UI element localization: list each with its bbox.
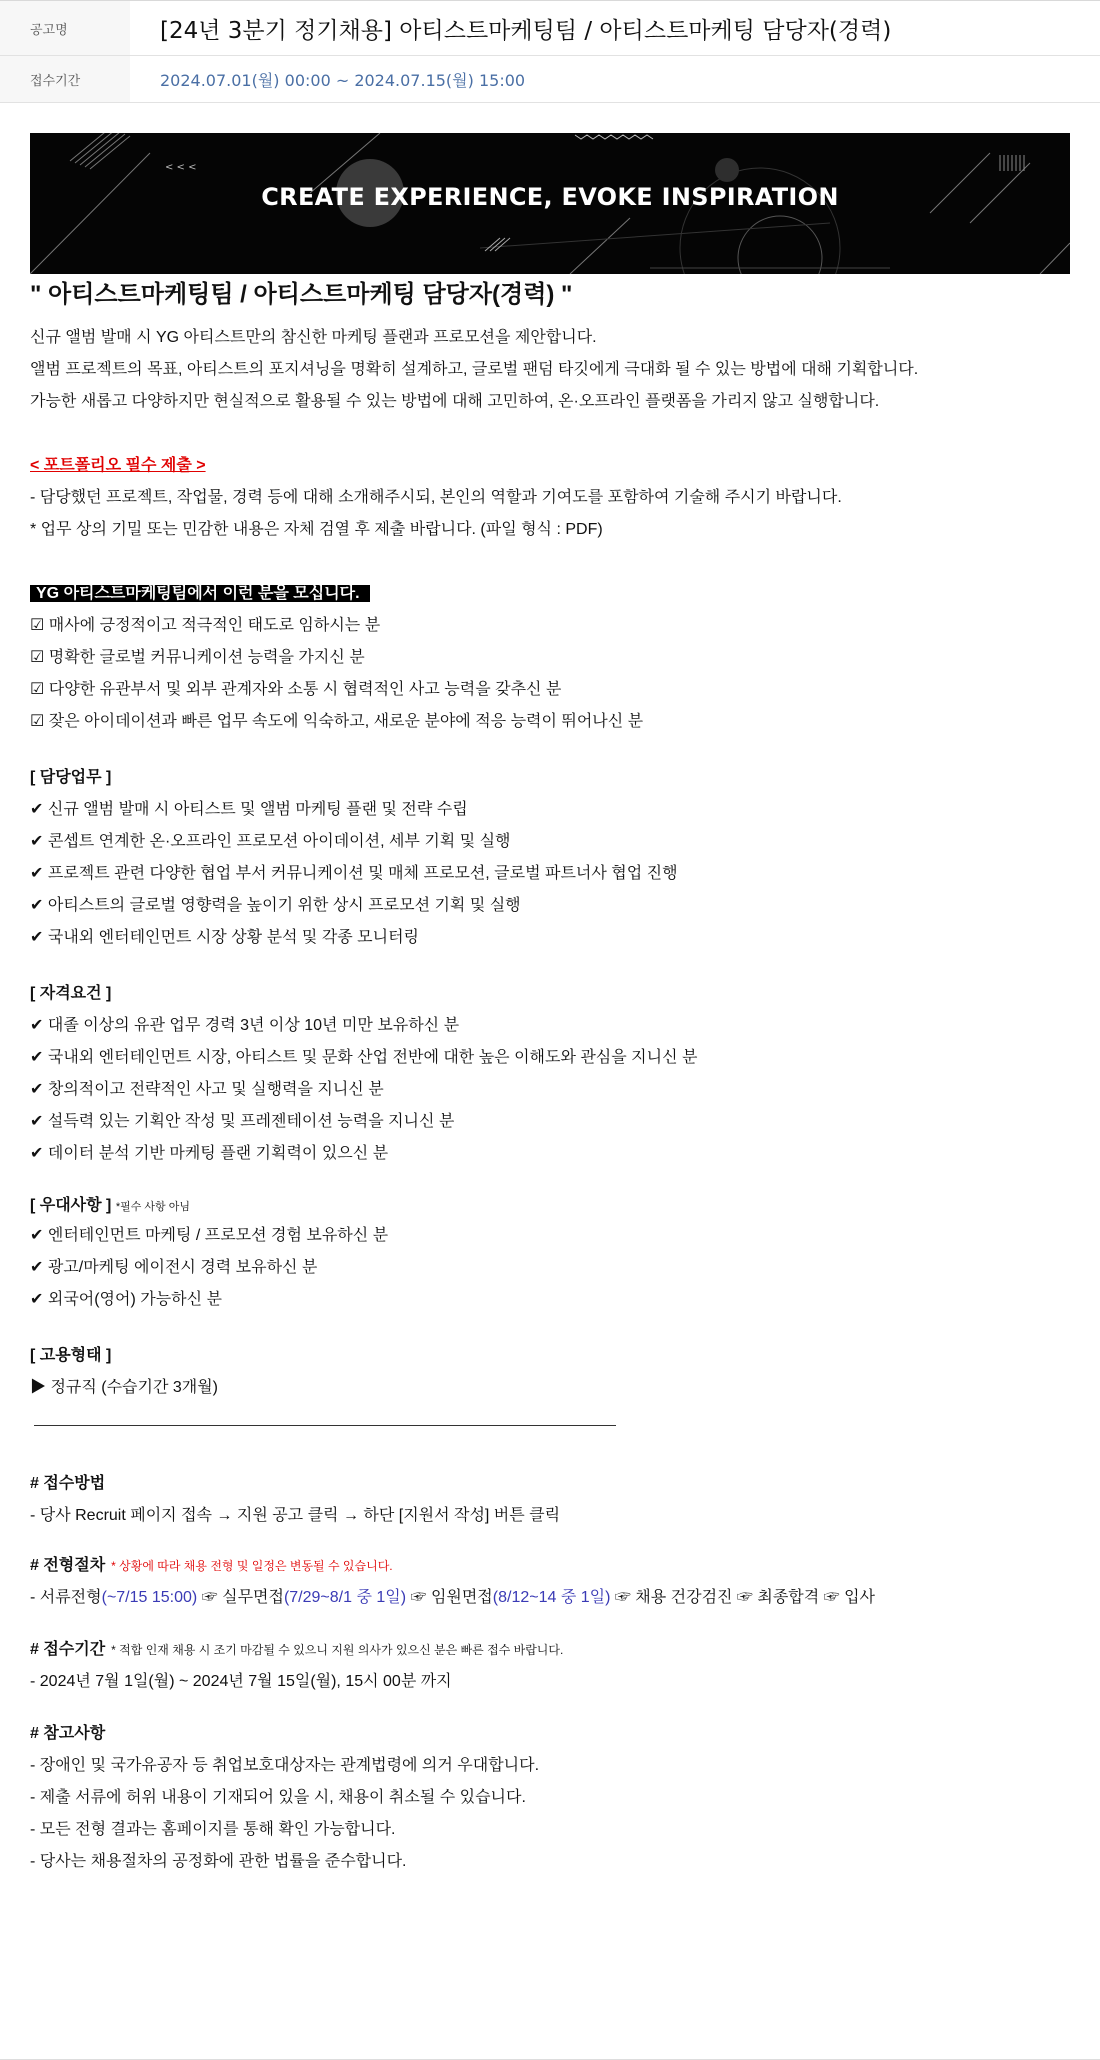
list-item: ✔ 광고/마케팅 에이전시 경력 보유하신 분: [30, 1259, 318, 1276]
job-title: [24년 3분기 정기채용] 아티스트마케팅팀 / 아티스트마케팅 담당자(경력): [160, 17, 892, 44]
checkmark-icon: ✔: [30, 929, 44, 946]
period-note: * 적합 인재 채용 시 조기 마감될 수 있으니 지원 의사가 있으신 분은 빠른 접수 바랍니다.: [111, 1643, 564, 1657]
banner-slogan: CREATE EXPERIENCE, EVOKE INSPIRATION: [261, 183, 839, 211]
checkmark-icon: ✔: [30, 1113, 44, 1130]
employment-title: [ 고용형태 ]: [30, 1347, 112, 1364]
note-item: - 당사는 채용절차의 공정화에 관한 법률을 준수합니다.: [30, 1853, 407, 1870]
duties-title: [ 담당업무 ]: [30, 769, 112, 786]
list-item: ☑ 잦은 아이데이션과 빠른 업무 속도에 익숙하고, 새로운 분야에 적응 능력이 뛰어나신 분: [30, 713, 644, 730]
checkbox-icon: ☑: [30, 649, 45, 666]
list-item: ✔ 콘셉트 연계한 온·오프라인 프로모션 아이데이션, 세부 기획 및 실행: [30, 833, 511, 850]
title-label: 공고명: [0, 1, 130, 55]
checkbox-icon: ☑: [30, 617, 45, 634]
list-item: ✔ 대졸 이상의 유관 업무 경력 3년 이상 10년 미만 보유하신 분: [30, 1017, 460, 1034]
checkmark-icon: ✔: [30, 1145, 44, 1162]
preferred-title-row: [30, 1196, 190, 1217]
list-item: ✔ 아티스트의 글로벌 영향력을 높이기 위한 상시 프로모션 기획 및 실행: [30, 897, 521, 914]
list-item: ✔ 프로젝트 관련 다양한 협업 부서 커뮤니케이션 및 매체 프로모션, 글로벌 파트너사 협업 진행: [30, 865, 678, 882]
period-title: # 접수기간: [30, 1641, 106, 1658]
banner-arrows: < < <: [165, 162, 197, 173]
note-item: - 장애인 및 국가유공자 등 취업보호대상자는 관계법령에 의거 우대합니다.: [30, 1757, 540, 1774]
period-line: - 2024년 7월 1일(월) ~ 2024년 7월 15일(월), 15시 00분 까지: [30, 1673, 452, 1690]
checkmark-icon: ✔: [30, 1291, 44, 1308]
checkmark-icon: ✔: [30, 1259, 44, 1276]
wanted-title: YG 아티스트마케팅팀에서 이런 분을 모십니다.: [30, 585, 370, 602]
checkmark-icon: ✔: [30, 833, 44, 850]
divider: [34, 1425, 616, 1426]
employment-type: ▶ 정규직 (수습기간 3개월): [30, 1379, 218, 1396]
period-title-row: [30, 1640, 563, 1660]
list-item: ☑ 다양한 유관부서 및 외부 관계자와 소통 시 협력적인 사고 능력을 갖추신 분: [30, 681, 562, 698]
checkmark-icon: ✔: [30, 865, 44, 882]
process-date: (~7/15 15:00): [101, 1589, 198, 1606]
period-value: 2024.07.01(월) 00:00 ~ 2024.07.15(월) 15:00: [160, 70, 526, 90]
intro-line: 가능한 새롭고 다양하지만 현실적으로 활용될 수 있는 방법에 대해 고민하여, 온·오프라인 플랫폼을 가리지 않고 실행합니다.: [30, 393, 880, 410]
list-item: ✔ 엔터테인먼트 마케팅 / 프로모션 경험 보유하신 분: [30, 1227, 389, 1244]
notes-title: # 참고사항: [30, 1725, 106, 1742]
period-label: 접수기간: [0, 56, 130, 102]
title-row: [0, 1, 1100, 56]
intro-line: 신규 앨범 발매 시 YG 아티스트만의 참신한 마케팅 플랜과 프로모션을 제안합니다.: [30, 329, 597, 346]
portfolio-line: * 업무 상의 기밀 또는 민감한 내용은 자체 검열 후 제출 바랍니다. (파일 형식 : PDF): [30, 521, 603, 538]
checkbox-icon: ☑: [30, 681, 45, 698]
note-item: - 제출 서류에 허위 내용이 기재되어 있을 시, 채용이 취소될 수 있습니다.: [30, 1789, 526, 1806]
process-date: (7/29~8/1 중 1일): [283, 1589, 407, 1606]
job-info-table: [0, 0, 1100, 103]
intro-line: 앨범 프로젝트의 목표, 아티스트의 포지셔닝을 명확히 설계하고, 글로벌 팬덤 타깃에게 극대화 될 수 있는 방법에 대해 기획합니다.: [30, 361, 919, 378]
list-item: ✔ 설득력 있는 기획안 작성 및 프레젠테이션 능력을 지니신 분: [30, 1113, 455, 1130]
list-item: ✔ 창의적이고 전략적인 사고 및 실행력을 지니신 분: [30, 1081, 384, 1098]
apply-method-title: # 접수방법: [30, 1475, 106, 1492]
preferred-note: *필수 사항 아님: [115, 1201, 190, 1213]
checkmark-icon: ✔: [30, 1227, 44, 1244]
list-item: ✔ 국내외 엔터테인먼트 시장 상황 분석 및 각종 모니터링: [30, 929, 420, 946]
list-item: ✔ 데이터 분석 기반 마케팅 플랜 기획력이 있으신 분: [30, 1145, 389, 1162]
list-item: ✔ 신규 앨범 발매 시 아티스트 및 앨범 마케팅 플랜 및 전략 수립: [30, 801, 468, 818]
wanted-title-row: [30, 584, 370, 604]
list-item: ☑ 명확한 글로벌 커뮤니케이션 능력을 가지신 분: [30, 649, 365, 666]
process-date: (8/12~14 중 1일): [492, 1589, 611, 1606]
note-item: - 모든 전형 결과는 홈페이지를 통해 확인 가능합니다.: [30, 1821, 396, 1838]
process-title-row: [30, 1556, 393, 1576]
list-item: ☑ 매사에 긍정적이고 적극적인 태도로 임하시는 분: [30, 617, 381, 634]
process-steps: - 서류전형(~7/15 15:00) ☞ 실무면접(7/29~8/1 중 1일) ☞ 임원면접(8/12~14 중 1일) ☞ 채용 건강검진 ☞ 최종합격 ☞ 입사: [30, 1589, 875, 1606]
checkmark-icon: ✔: [30, 1017, 44, 1034]
banner-image: [30, 133, 1070, 274]
checkmark-icon: ✔: [30, 1049, 44, 1066]
checkbox-icon: ☑: [30, 713, 45, 730]
portfolio-line: - 담당했던 프로젝트, 작업물, 경력 등에 대해 소개해주시되, 본인의 역할과 기여도를 포함하여 기술해 주시기 바랍니다.: [30, 489, 842, 506]
portfolio-title: < 포트폴리오 필수 제출 >: [30, 457, 206, 474]
list-item: ✔ 국내외 엔터테인먼트 시장, 아티스트 및 문화 산업 전반에 대한 높은 이해도와 관심을 지니신 분: [30, 1049, 698, 1066]
period-row: [0, 56, 1100, 103]
list-item: ✔ 외국어(영어) 가능하신 분: [30, 1291, 222, 1308]
checkmark-icon: ✔: [30, 897, 44, 914]
checkmark-icon: ✔: [30, 1081, 44, 1098]
preferred-title: [ 우대사항 ]: [30, 1197, 112, 1214]
checkmark-icon: ✔: [30, 801, 44, 818]
requirements-title: [ 자격요건 ]: [30, 985, 112, 1002]
process-title: # 전형절차: [30, 1557, 106, 1574]
main-heading: " 아티스트마케팅팀 / 아티스트마케팅 담당자(경력) ": [30, 281, 573, 308]
process-note: * 상황에 따라 채용 전형 및 일정은 변동될 수 있습니다.: [111, 1559, 393, 1573]
apply-method-line: - 당사 Recruit 페이지 접속 → 지원 공고 클릭 → 하단 [지원서 작성] 버튼 클릭: [30, 1507, 561, 1524]
